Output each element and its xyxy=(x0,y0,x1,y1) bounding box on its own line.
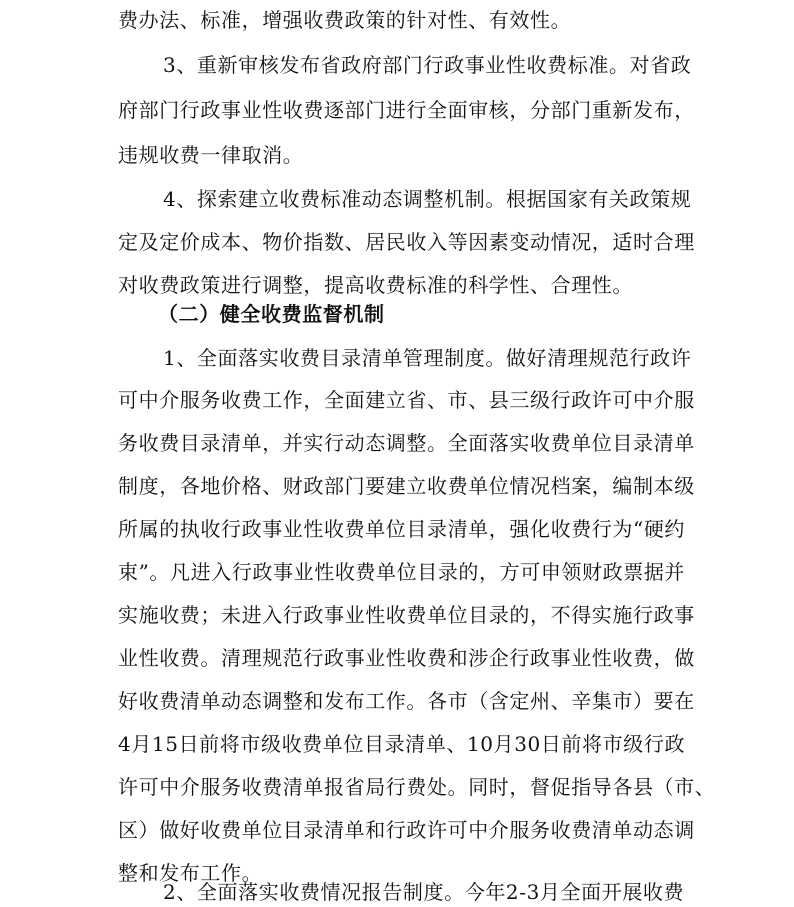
section-heading: （二）健全收费监督机制 xyxy=(158,302,385,326)
text-line-14: 束”。凡进入行政事业性收费单位目录的，方可申领财政票据并 xyxy=(118,560,686,584)
text-line-22: 2、全面落实收费情况报告制度。今年2-3月全面开展收费 xyxy=(163,880,685,904)
text-line-12: 制度，各地价格、财政部门要建立收费单位情况档案，编制本级 xyxy=(118,474,695,498)
text-line-15: 实施收费；未进入行政事业性收费单位目录的，不得实施行政事 xyxy=(118,603,695,627)
text-line-18: 4月15日前将市级收费单位目录清单、10月30日前将市级行政 xyxy=(118,732,686,756)
text-line-11: 务收费目录清单，并实行动态调整。全面落实收费单位目录清单 xyxy=(118,431,695,455)
text-line-9: 1、全面落实收费目录清单管理制度。做好清理规范行政许 xyxy=(163,346,692,370)
text-line-17: 好收费清单动态调整和发布工作。各市（含定州、辛集市）要在 xyxy=(118,689,695,713)
text-line-3: 府部门行政事业性收费逐部门进行全面审核，分部门重新发布， xyxy=(118,98,695,122)
text-line-16: 业性收费。清理规范行政事业性收费和涉企行政事业性收费，做 xyxy=(118,646,695,670)
text-line-6: 定及定价成本、物价指数、居民收入等因素变动情况，适时合理 xyxy=(118,230,695,254)
text-line-1: 费办法、标准，增强收费政策的针对性、有效性。 xyxy=(118,8,572,32)
text-line-21: 整和发布工作。 xyxy=(118,861,263,885)
text-line-7: 对收费政策进行调整，提高收费标准的科学性、合理性。 xyxy=(118,273,633,297)
text-line-2: 3、重新审核发布省政府部门行政事业性收费标准。对省政 xyxy=(163,53,692,77)
text-line-5: 4、探索建立收费标准动态调整机制。根据国家有关政策规 xyxy=(163,187,692,211)
text-line-13: 所属的执收行政事业性收费单位目录清单，强化收费行为“硬约 xyxy=(118,517,686,541)
text-line-4: 违规收费一律取消。 xyxy=(118,143,304,167)
text-line-19: 许可中介服务收费清单报省局行费处。同时，督促指导各县（市、 xyxy=(118,775,716,799)
text-line-20: 区）做好收费单位目录清单和行政许可中介服务收费清单动态调 xyxy=(118,818,695,842)
text-line-10: 可中介服务收费工作，全面建立省、市、县三级行政许可中介服 xyxy=(118,388,695,412)
